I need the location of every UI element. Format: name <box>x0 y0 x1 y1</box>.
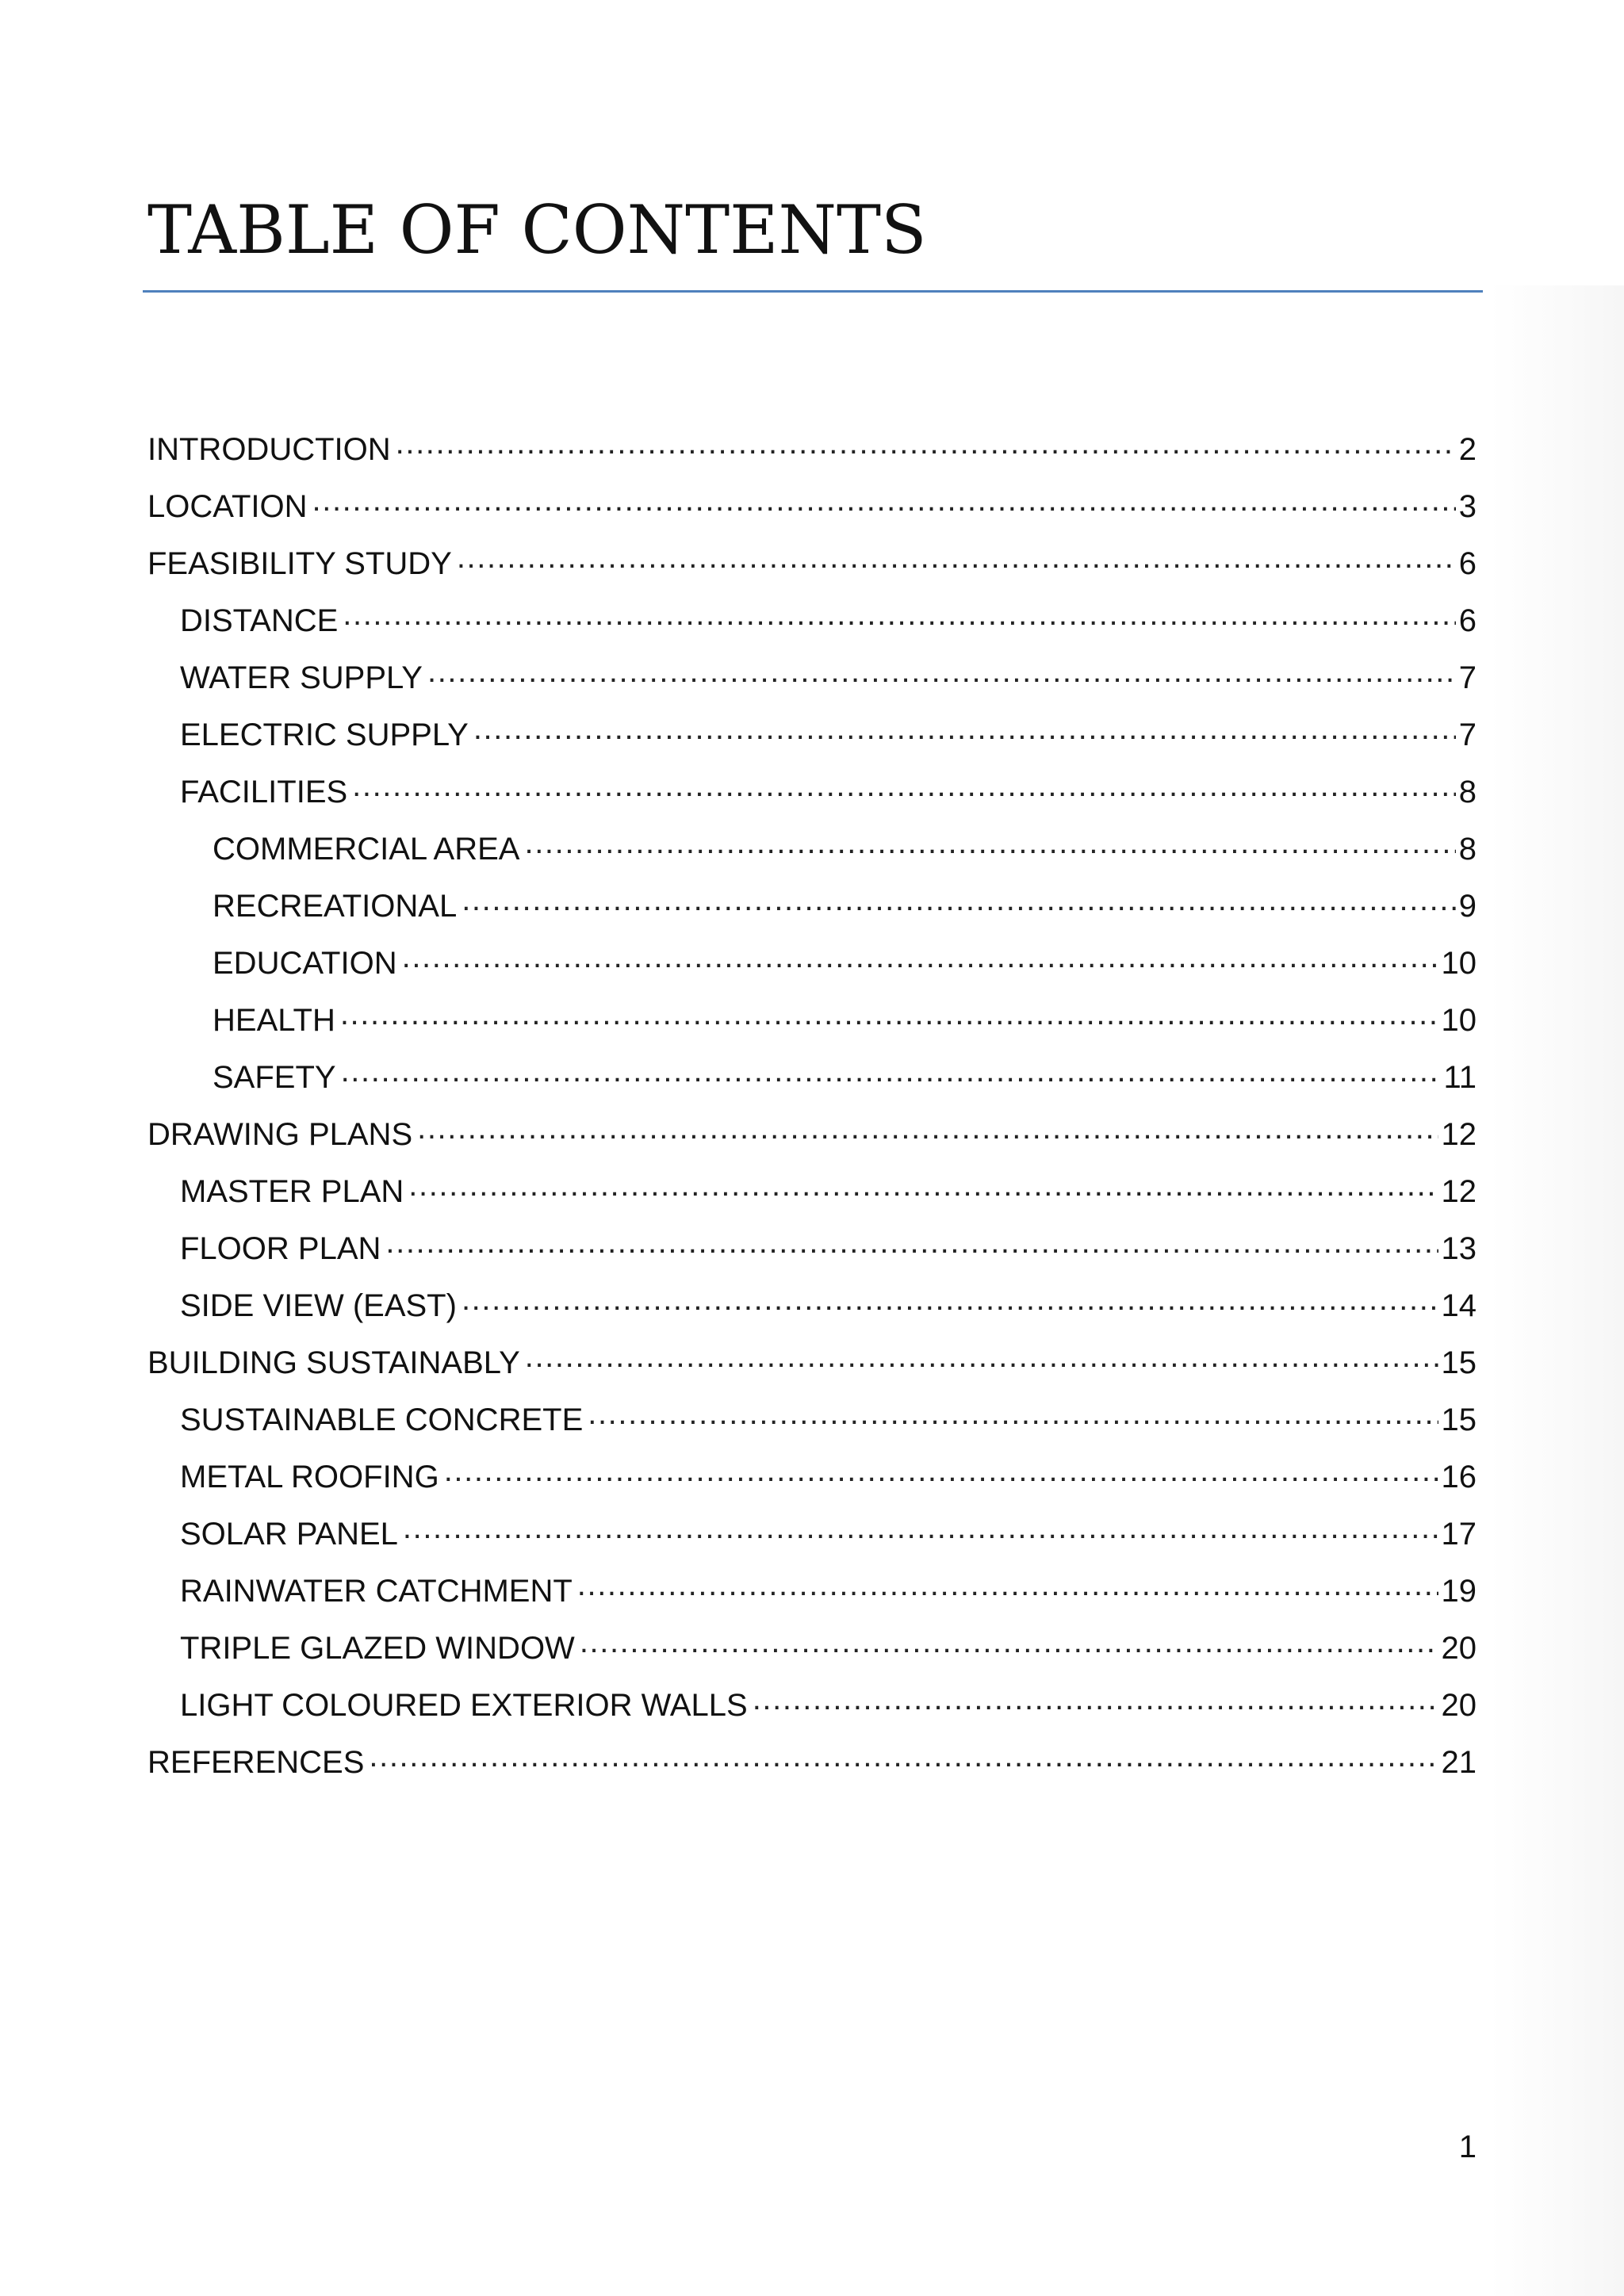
toc-entry-label: WATER SUPPLY <box>180 660 423 695</box>
toc-entry-page: 14 <box>1441 1288 1477 1323</box>
toc-leader-dots <box>403 1513 1438 1544</box>
toc-leader-dots <box>369 1741 1438 1773</box>
toc-entry-electric-supply[interactable] <box>180 714 1477 771</box>
toc-entry-page: 17 <box>1441 1517 1477 1552</box>
toc-leader-dots <box>580 1627 1438 1659</box>
toc-entry-page: 6 <box>1458 603 1477 638</box>
toc-entry-label: FACILITIES <box>180 775 348 809</box>
toc-leader-dots <box>396 428 1456 460</box>
toc-entry-light-coloured-exterior-walls[interactable] <box>180 1684 1477 1741</box>
toc-entry-page: 2 <box>1458 432 1477 467</box>
toc-entry-drawing-plans[interactable] <box>147 1113 1477 1170</box>
toc-entry-label: METAL ROOFING <box>180 1460 439 1494</box>
toc-entry-label: FEASIBILITY STUDY <box>147 546 452 581</box>
toc-entry-label: DISTANCE <box>180 603 339 638</box>
toc-leader-dots <box>340 999 1438 1031</box>
toc-entry-label: ELECTRIC SUPPLY <box>180 718 469 752</box>
toc-entry-side-view-east[interactable] <box>180 1284 1477 1341</box>
toc-entry-page: 10 <box>1441 1003 1477 1038</box>
toc-entry-label: TRIPLE GLAZED WINDOW <box>180 1631 575 1666</box>
toc-entry-solar-panel[interactable] <box>180 1513 1477 1570</box>
toc-leader-dots <box>753 1684 1438 1716</box>
toc-leader-dots <box>577 1570 1438 1601</box>
toc-entry-page: 8 <box>1458 832 1477 867</box>
toc-entry-rainwater-catchment[interactable] <box>180 1570 1477 1627</box>
toc-leader-dots <box>588 1399 1438 1430</box>
toc-entry-building-sustainably[interactable] <box>147 1341 1477 1399</box>
toc-entry-page: 21 <box>1441 1745 1477 1780</box>
toc-leader-dots <box>343 599 1455 631</box>
toc-leader-dots <box>385 1227 1438 1259</box>
toc-entry-label: COMMERCIAL AREA <box>213 832 520 867</box>
toc-entry-page: 3 <box>1458 489 1477 524</box>
toc-entry-label: EDUCATION <box>213 946 397 981</box>
toc-entry-page: 19 <box>1441 1574 1477 1609</box>
page-number: 1 <box>1458 2130 1477 2164</box>
toc-entry-health[interactable] <box>213 999 1477 1056</box>
toc-entry-label: SUSTAINABLE CONCRETE <box>180 1402 584 1437</box>
toc-leader-dots <box>462 885 1456 916</box>
toc-leader-dots <box>417 1113 1438 1145</box>
toc-entry-triple-glazed-window[interactable] <box>180 1627 1477 1684</box>
toc-entry-label: SAFETY <box>213 1060 336 1095</box>
toc-entry-label: INTRODUCTION <box>147 432 391 467</box>
toc-leader-dots <box>312 485 1456 517</box>
toc-leader-dots <box>524 828 1455 859</box>
toc-entry-label: FLOOR PLAN <box>180 1231 381 1266</box>
toc-entry-distance[interactable] <box>180 599 1477 656</box>
toc-entry-label: REFERENCES <box>147 1745 365 1780</box>
toc-entry-references[interactable] <box>147 1741 1477 1798</box>
toc-entry-label: BUILDING SUSTAINABLY <box>147 1345 520 1380</box>
toc-entry-location[interactable] <box>147 485 1477 542</box>
page-edge-shading <box>1489 285 1624 2296</box>
toc-leader-dots <box>444 1456 1438 1487</box>
toc-leader-dots <box>525 1341 1438 1373</box>
toc-entry-page: 8 <box>1458 775 1477 809</box>
toc-leader-dots <box>408 1170 1438 1202</box>
toc-leader-dots <box>462 1284 1438 1316</box>
toc-entry-page: 15 <box>1441 1345 1477 1380</box>
toc-entry-feasibility-study[interactable] <box>147 542 1477 599</box>
toc-entry-page: 15 <box>1441 1402 1477 1437</box>
toc-entry-page: 7 <box>1458 718 1477 752</box>
toc-entry-label: SOLAR PANEL <box>180 1517 398 1552</box>
toc-entry-label: LIGHT COLOURED EXTERIOR WALLS <box>180 1688 748 1723</box>
toc-entry-recreational[interactable] <box>213 885 1477 942</box>
toc-entry-facilities[interactable] <box>180 771 1477 828</box>
toc-entry-label: RECREATIONAL <box>213 889 458 924</box>
toc-entry-page: 20 <box>1441 1688 1477 1723</box>
toc-entry-commercial-area[interactable] <box>213 828 1477 885</box>
toc-entry-label: RAINWATER CATCHMENT <box>180 1574 573 1609</box>
toc-entry-page: 6 <box>1458 546 1477 581</box>
toc-entry-label: HEALTH <box>213 1003 335 1038</box>
toc-entry-safety[interactable] <box>213 1056 1477 1113</box>
toc-entry-master-plan[interactable] <box>180 1170 1477 1227</box>
toc-entry-page: 11 <box>1443 1060 1477 1095</box>
toc-leader-dots <box>341 1056 1441 1088</box>
toc-entry-page: 12 <box>1441 1117 1477 1152</box>
toc-entry-page: 16 <box>1441 1460 1477 1494</box>
toc-entry-label: LOCATION <box>147 489 308 524</box>
toc-entry-water-supply[interactable] <box>180 656 1477 714</box>
title-underline <box>143 290 1483 293</box>
toc-entry-label: DRAWING PLANS <box>147 1117 413 1152</box>
toc-entry-label: MASTER PLAN <box>180 1174 404 1209</box>
toc-leader-dots <box>457 542 1456 574</box>
toc-entry-page: 13 <box>1441 1231 1477 1266</box>
page-title: TABLE OF CONTENTS <box>147 191 927 269</box>
toc-leader-dots <box>427 656 1456 688</box>
toc-leader-dots <box>352 771 1456 802</box>
toc-entry-floor-plan[interactable] <box>180 1227 1477 1284</box>
toc-entry-metal-roofing[interactable] <box>180 1456 1477 1513</box>
toc-entry-education[interactable] <box>213 942 1477 999</box>
toc-entry-introduction[interactable] <box>147 428 1477 485</box>
toc-entry-page: 20 <box>1441 1631 1477 1666</box>
toc-entry-label: SIDE VIEW (EAST) <box>180 1288 457 1323</box>
toc-entry-page: 10 <box>1441 946 1477 981</box>
toc-entry-page: 12 <box>1441 1174 1477 1209</box>
toc-entry-page: 7 <box>1458 660 1477 695</box>
toc-leader-dots <box>473 714 1456 745</box>
toc-leader-dots <box>402 942 1438 974</box>
toc-entry-sustainable-concrete[interactable] <box>180 1399 1477 1456</box>
toc-entry-page: 9 <box>1458 889 1477 924</box>
